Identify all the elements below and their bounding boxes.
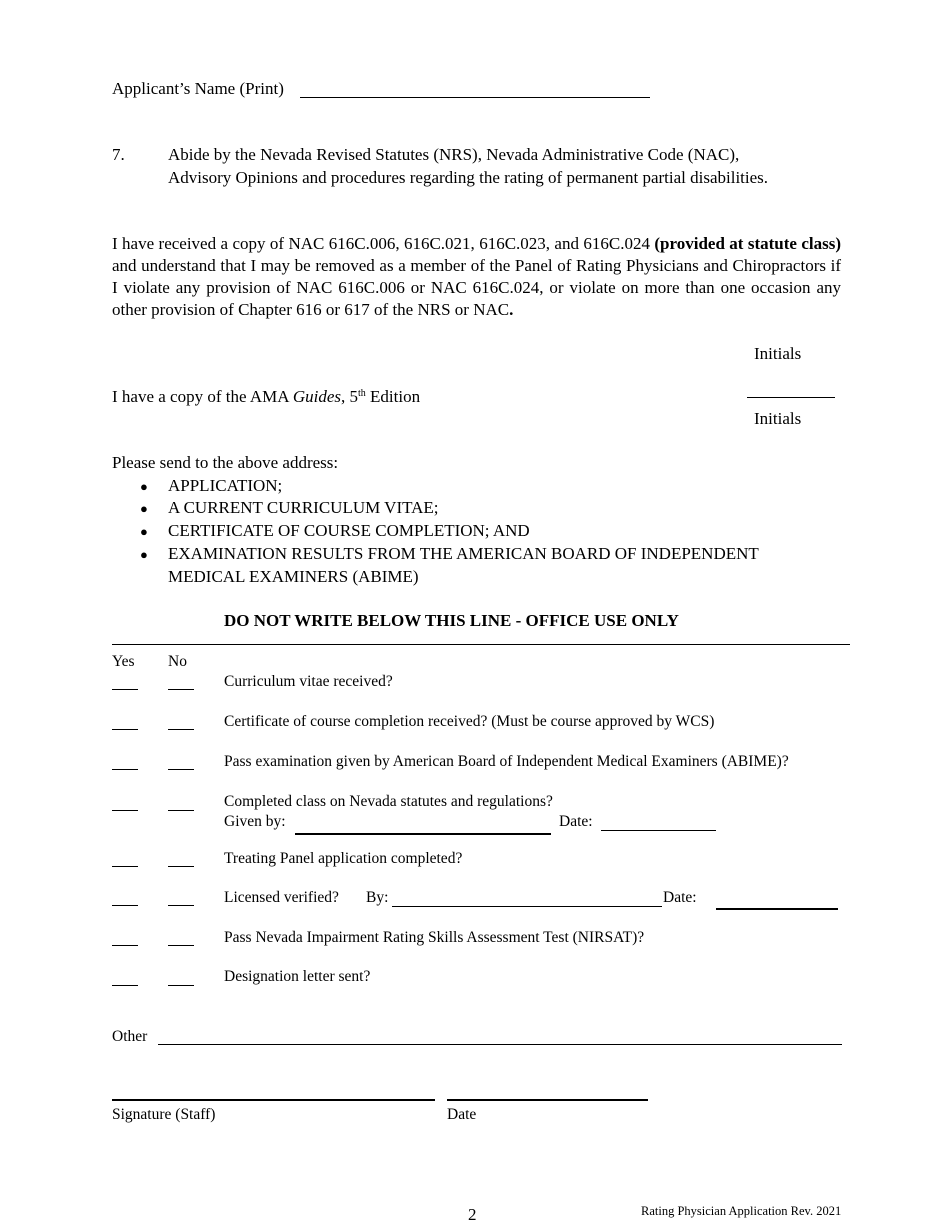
no-checkbox-blank[interactable] <box>168 810 194 811</box>
send-intro: Please send to the above address: <box>112 453 339 472</box>
applicant-name-field[interactable] <box>300 97 650 98</box>
license-date-label: Date: <box>663 889 697 906</box>
initials-label-1: Initials <box>754 344 802 363</box>
ack-text-lead: I have received a copy of NAC 616C.006, 616C.021, 616C.023, and 616C.024 <box>112 234 650 253</box>
divider-line <box>112 644 850 645</box>
office-use-heading: DO NOT WRITE BELOW THIS LINE - OFFICE USE ONLY <box>224 611 679 630</box>
checklist-item: Pass examination given by American Board of Independent Medical Examiners (ABIME)? <box>224 753 789 770</box>
item7-line1: Abide by the Nevada Revised Statutes (NRS), Nevada Administrative Code (NAC), <box>168 145 740 164</box>
ack-text-rest: and understand that I may be removed as a member of the Panel of Rating Physicians and Chiropractors if I violate any provision of NAC 616C.006 or NAC 616C.024, or violate on more than one occasion any other provision of Chapter 616 or 617 of the NRS or NAC <box>112 256 841 319</box>
bullet-icon: ● <box>140 479 148 494</box>
checklist-item: Completed class on Nevada statutes and regulations? <box>224 793 553 810</box>
ama-lead: I have a copy of the AMA <box>112 387 293 406</box>
ack-text-end: . <box>509 300 514 319</box>
checklist-item: Curriculum vitae received? <box>224 673 393 690</box>
other-label: Other <box>112 1028 148 1045</box>
staff-signature-field[interactable] <box>112 1099 435 1101</box>
item7-line2: Advisory Opinions and procedures regarding the rating of permanent partial disabilities. <box>168 168 769 187</box>
checklist-item: Designation letter sent? <box>224 968 371 985</box>
checklist-item: Pass Nevada Impairment Rating Skills Assessment Test (NIRSAT)? <box>224 929 645 946</box>
no-checkbox-blank[interactable] <box>168 689 194 690</box>
yes-checkbox-blank[interactable] <box>112 729 138 730</box>
no-checkbox-blank[interactable] <box>168 866 194 867</box>
send-item: APPLICATION; <box>168 476 283 495</box>
bullet-icon: ● <box>140 547 148 562</box>
send-item: A CURRENT CURRICULUM VITAE; <box>168 498 439 517</box>
verified-by-label: By: <box>366 889 389 906</box>
bullet-icon: ● <box>140 524 148 539</box>
verified-by-field[interactable] <box>392 906 662 907</box>
checklist-item: Certificate of course completion received? (Must be course approved by WCS) <box>224 713 715 730</box>
given-by-label: Given by: <box>224 813 286 830</box>
given-by-field[interactable] <box>295 833 551 835</box>
ack-text-bold: (provided at statute class) <box>654 234 842 253</box>
bullet-icon: ● <box>140 501 148 516</box>
item-number: 7. <box>112 145 125 164</box>
signature-date-field[interactable] <box>447 1099 648 1101</box>
ama-sup: th <box>358 388 366 399</box>
form-revision: Rating Physician Application Rev. 2021 <box>641 1204 842 1218</box>
ama-guides-italic: Guides <box>292 387 341 406</box>
initials-label-2: Initials <box>754 409 802 428</box>
license-date-field[interactable] <box>716 908 838 910</box>
applicant-name-label: Applicant’s Name (Print) <box>112 79 284 98</box>
yes-checkbox-blank[interactable] <box>112 769 138 770</box>
yes-checkbox-blank[interactable] <box>112 945 138 946</box>
ama-mid: , 5 <box>341 387 358 406</box>
other-field[interactable] <box>158 1044 842 1045</box>
page-number: 2 <box>468 1205 477 1224</box>
no-checkbox-blank[interactable] <box>168 769 194 770</box>
no-checkbox-blank[interactable] <box>168 905 194 906</box>
acknowledgement-paragraph <box>112 233 841 321</box>
yes-checkbox-blank[interactable] <box>112 689 138 690</box>
no-checkbox-blank[interactable] <box>168 729 194 730</box>
yes-checkbox-blank[interactable] <box>112 985 138 986</box>
yes-column-label: Yes <box>112 653 135 670</box>
signature-date-label: Date <box>447 1106 477 1123</box>
class-date-label: Date: <box>559 813 593 830</box>
checklist-item: Treating Panel application completed? <box>224 850 463 867</box>
ama-end: Edition <box>365 387 421 406</box>
yes-checkbox-blank[interactable] <box>112 866 138 867</box>
ama-guides-statement <box>112 387 420 407</box>
checklist-item: Licensed verified? <box>224 889 339 906</box>
send-item-continued: MEDICAL EXAMINERS (ABIME) <box>168 567 419 586</box>
signature-staff-label: Signature (Staff) <box>112 1106 216 1123</box>
class-date-field[interactable] <box>601 830 716 831</box>
no-checkbox-blank[interactable] <box>168 945 194 946</box>
yes-checkbox-blank[interactable] <box>112 905 138 906</box>
no-column-label: No <box>168 653 187 670</box>
initials-field[interactable] <box>747 397 835 398</box>
send-item: EXAMINATION RESULTS FROM THE AMERICAN BOARD OF INDEPENDENT <box>168 544 759 563</box>
send-item: CERTIFICATE OF COURSE COMPLETION; AND <box>168 521 530 540</box>
no-checkbox-blank[interactable] <box>168 985 194 986</box>
yes-checkbox-blank[interactable] <box>112 810 138 811</box>
